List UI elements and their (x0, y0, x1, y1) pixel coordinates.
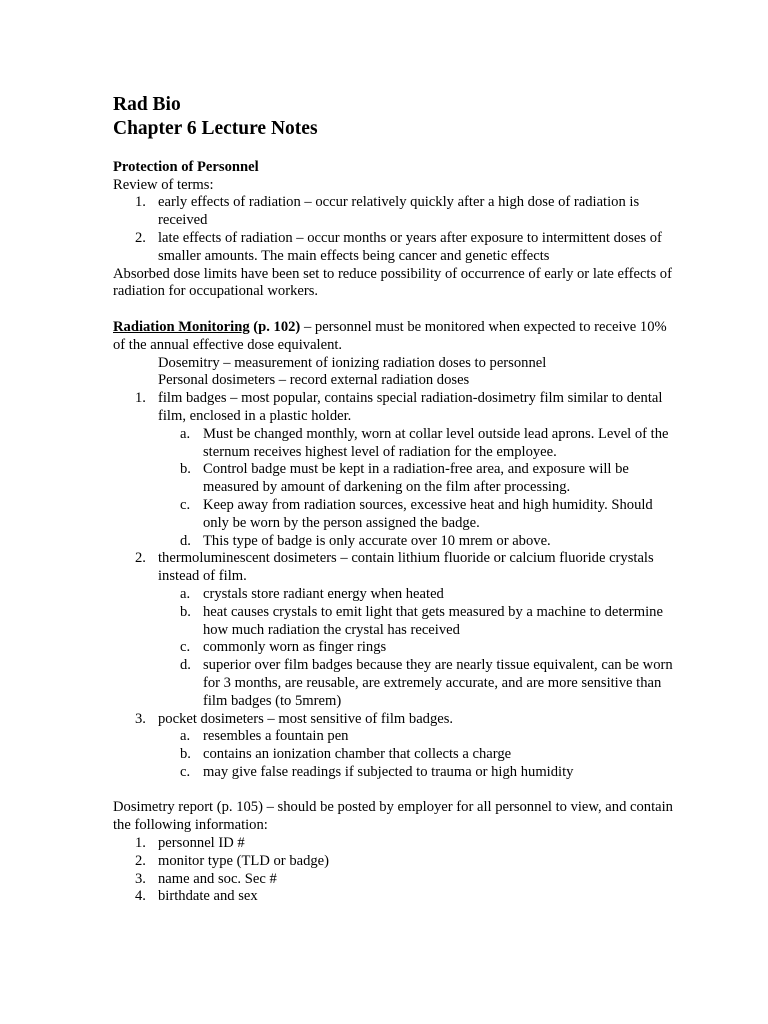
list-marker: b. (180, 746, 191, 763)
monitoring-heading: Radiation Monitoring (113, 318, 250, 335)
list-item-text: thermoluminescent dosimeters – contain lithium fluoride or calcium fluoride crystals instead of film. (158, 550, 654, 585)
list-marker: 4. (135, 888, 146, 905)
list-item-text: pocket dosimeters – most sensitive of film badges. (158, 710, 454, 727)
list-marker: 2. (135, 550, 146, 567)
document-subtitle: Chapter 6 Lecture Notes (113, 118, 318, 139)
list-marker: 1. (135, 194, 146, 211)
list-item-text: commonly worn as finger rings (203, 639, 387, 656)
list-item-text: contains an ionization chamber that collects a charge (203, 746, 512, 763)
list-item-text: resembles a fountain pen (203, 728, 349, 745)
protection-closing: Absorbed dose limits have been set to reduce possibility of occurrence of early or late effects of radiation for occupational workers. (113, 265, 672, 300)
list-item-text: Control badge must be kept in a radiation-free area, and exposure will be measured by amount of darkening on the film after processing. (203, 461, 629, 496)
document-title: Rad Bio (113, 94, 181, 115)
monitoring-heading-rest: – personnel must be monitored when expected to receive 10% of the annual effective dose equivalent. (113, 318, 667, 353)
list-marker: 1. (135, 835, 146, 852)
sub-list-item (113, 728, 673, 746)
list-marker: a. (180, 585, 191, 602)
list-marker: 2. (135, 852, 146, 869)
list-item (113, 888, 673, 906)
list-item-text: heat causes crystals to emit light that gets measured by a machine to determine how much radiation the crystal has received (203, 603, 663, 638)
sub-list-item (113, 604, 673, 640)
list-item-text: name and soc. Sec # (158, 870, 277, 887)
list-marker: 2. (135, 229, 146, 246)
list-item (113, 230, 673, 266)
spacer (113, 141, 673, 159)
sub-list-item (113, 533, 673, 551)
list-item-text: This type of badge is only accurate over 10 mrem or above. (203, 532, 551, 549)
list-item-text: film badges – most popular, contains special radiation-dosimetry film similar to dental film, enclosed in a plastic holder. (158, 390, 663, 424)
sub-list-item (113, 426, 673, 462)
list-marker: b. (180, 603, 191, 620)
section-heading-monitoring (113, 319, 673, 355)
sub-list-item (113, 657, 673, 710)
list-item-text: crystals store radiant energy when heated (203, 585, 444, 602)
list-item (113, 550, 673, 586)
list-item-text: superior over film badges because they are nearly tissue equivalent, can be worn for 3 months, are reusable, are extremely accurate, and are more sensitive than film badges (to 5mrem) (203, 657, 673, 709)
list-item (113, 711, 673, 729)
sub-list-item (113, 639, 673, 657)
list-item-text: birthdate and sex (158, 888, 258, 905)
list-item-text: personnel ID # (158, 835, 245, 852)
list-marker: c. (180, 639, 191, 656)
list-marker: d. (180, 657, 191, 674)
list-item (113, 390, 673, 426)
list-marker: b. (180, 461, 191, 478)
sub-list-item (113, 764, 673, 782)
report-intro: Dosimetry report (p. 105) – should be posted by employer for all personnel to view, and contain the following information: (113, 799, 673, 834)
list-item (113, 871, 673, 889)
list-item-text: monitor type (TLD or badge) (158, 852, 330, 869)
sub-list-item (113, 746, 673, 764)
list-marker: d. (180, 532, 191, 549)
list-item-text: Keep away from radiation sources, excessive heat and high humidity. Should only be worn by the person assigned the badge. (203, 496, 653, 531)
list-item-text: may give false readings if subjected to trauma or high humidity (203, 763, 574, 780)
list-marker: 3. (135, 870, 146, 887)
list-item (113, 853, 673, 871)
list-marker: a. (180, 425, 191, 442)
list-item-text: Must be changed monthly, worn at collar level outside lead aprons. Level of the sternum receives highest level of radiation for the employee. (203, 425, 669, 460)
protection-intro: Review of terms: (113, 176, 214, 193)
list-marker: a. (180, 728, 191, 745)
sub-list-item (113, 586, 673, 604)
list-item-text: early effects of radiation – occur relatively quickly after a high dose of radiation is received (158, 194, 640, 229)
list-marker: c. (180, 496, 191, 513)
definition-personal-dosimeters: Personal dosimeters – record external radiation doses (158, 372, 470, 389)
definition-dosimetry: Dosemitry – measurement of ionizing radiation doses to personnel (158, 354, 547, 371)
sub-list-item (113, 497, 673, 533)
monitoring-page-ref: (p. 102) (249, 318, 301, 335)
list-marker: c. (180, 763, 191, 780)
list-item (113, 194, 673, 230)
list-item (113, 835, 673, 853)
list-marker: 3. (135, 710, 146, 727)
section-heading-protection: Protection of Personnel (113, 158, 259, 175)
sub-list-item (113, 461, 673, 497)
list-item-text: late effects of radiation – occur months or years after exposure to intermittent doses of smaller amounts. The main effects being cancer and genetic effects (158, 229, 662, 264)
document-page (113, 93, 673, 906)
list-marker: 1. (135, 390, 146, 407)
